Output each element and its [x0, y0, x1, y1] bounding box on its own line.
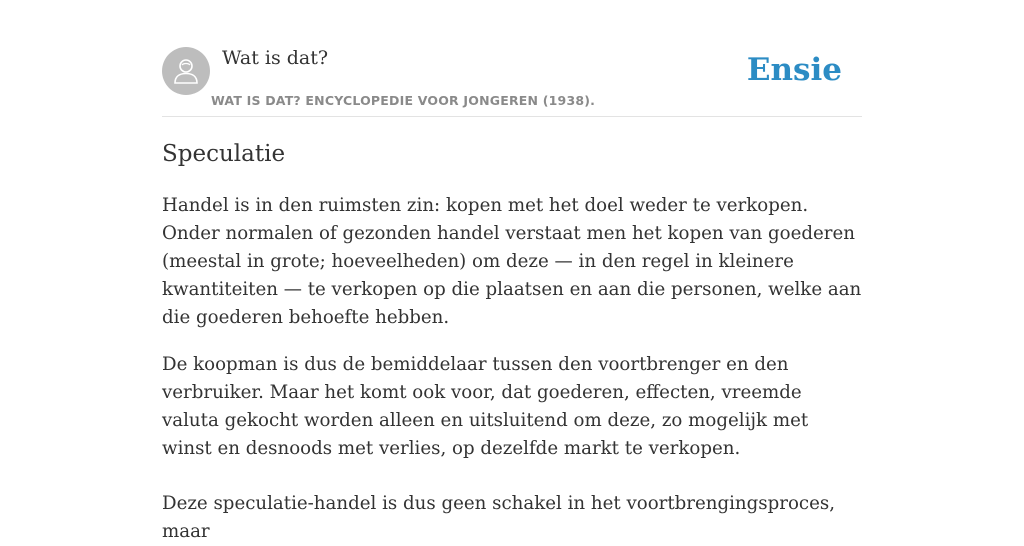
- source-title-link[interactable]: Wat is dat?: [222, 47, 329, 69]
- source-avatar[interactable]: [162, 47, 210, 95]
- article-title: Speculatie: [162, 141, 286, 167]
- source-header: [162, 46, 862, 117]
- article-paragraph: Deze speculatie-handel is dus geen schakel in het voortbrengingsproces, maar: [162, 493, 835, 542]
- user-icon: [171, 56, 201, 86]
- source-subtitle: WAT IS DAT? ENCYCLOPEDIE VOOR JONGEREN (1938).: [211, 93, 596, 108]
- brand-logo-link[interactable]: Ensie: [746, 52, 842, 88]
- article-paragraph: De koopman is dus de bemiddelaar tussen den voortbrenger en den verbruiker. Maar het komt ook voor, dat goederen, effecten, vreemde valuta gekocht worden alleen en uitsluitend om deze, zo mogelijk met winst en desnoods met verlies, op dezelfde markt te verkopen.: [162, 354, 809, 459]
- article: [162, 136, 862, 542]
- article-paragraph: Handel is in den ruimsten zin: kopen met het doel weder te verkopen. Onder normalen of gezonden handel verstaat men het kopen van goederen (meestal in grote; hoeveelheden) om deze — in den regel in kleinere kwantiteiten — te verkopen op die plaatsen en aan die personen, welke aan die goederen behoefte hebben.: [162, 195, 862, 328]
